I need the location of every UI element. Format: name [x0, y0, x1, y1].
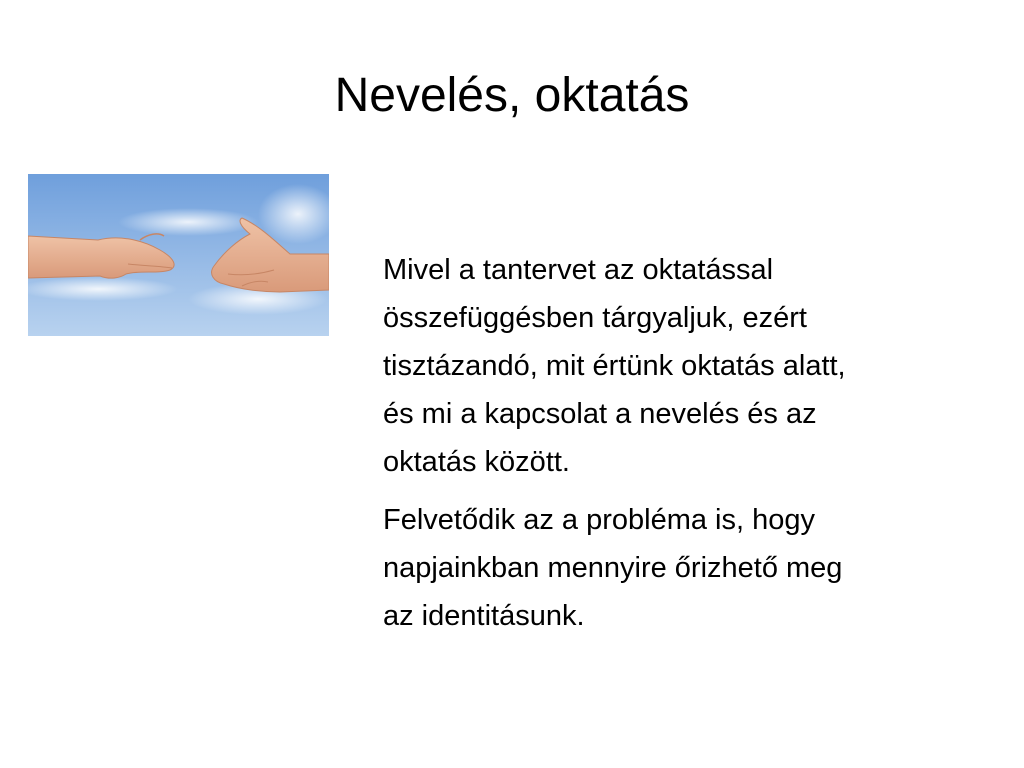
body-text: [383, 246, 993, 650]
hands-illustration: [28, 174, 329, 336]
paragraph-identity: Felvetődik az a probléma is, hogy napjainkban mennyire őrizhető meg az identitásunk.: [383, 504, 843, 632]
slide-title: Nevelés, oktatás: [334, 69, 690, 122]
hands-reaching-photo: [28, 174, 329, 336]
paragraph-curriculum: Mivel a tantervet az oktatással összefüggésben tárgyaljuk, ezért tisztázandó, mit értünk oktatás alatt, és mi a kapcsolat a nevelés és az oktatás között.: [383, 254, 846, 478]
